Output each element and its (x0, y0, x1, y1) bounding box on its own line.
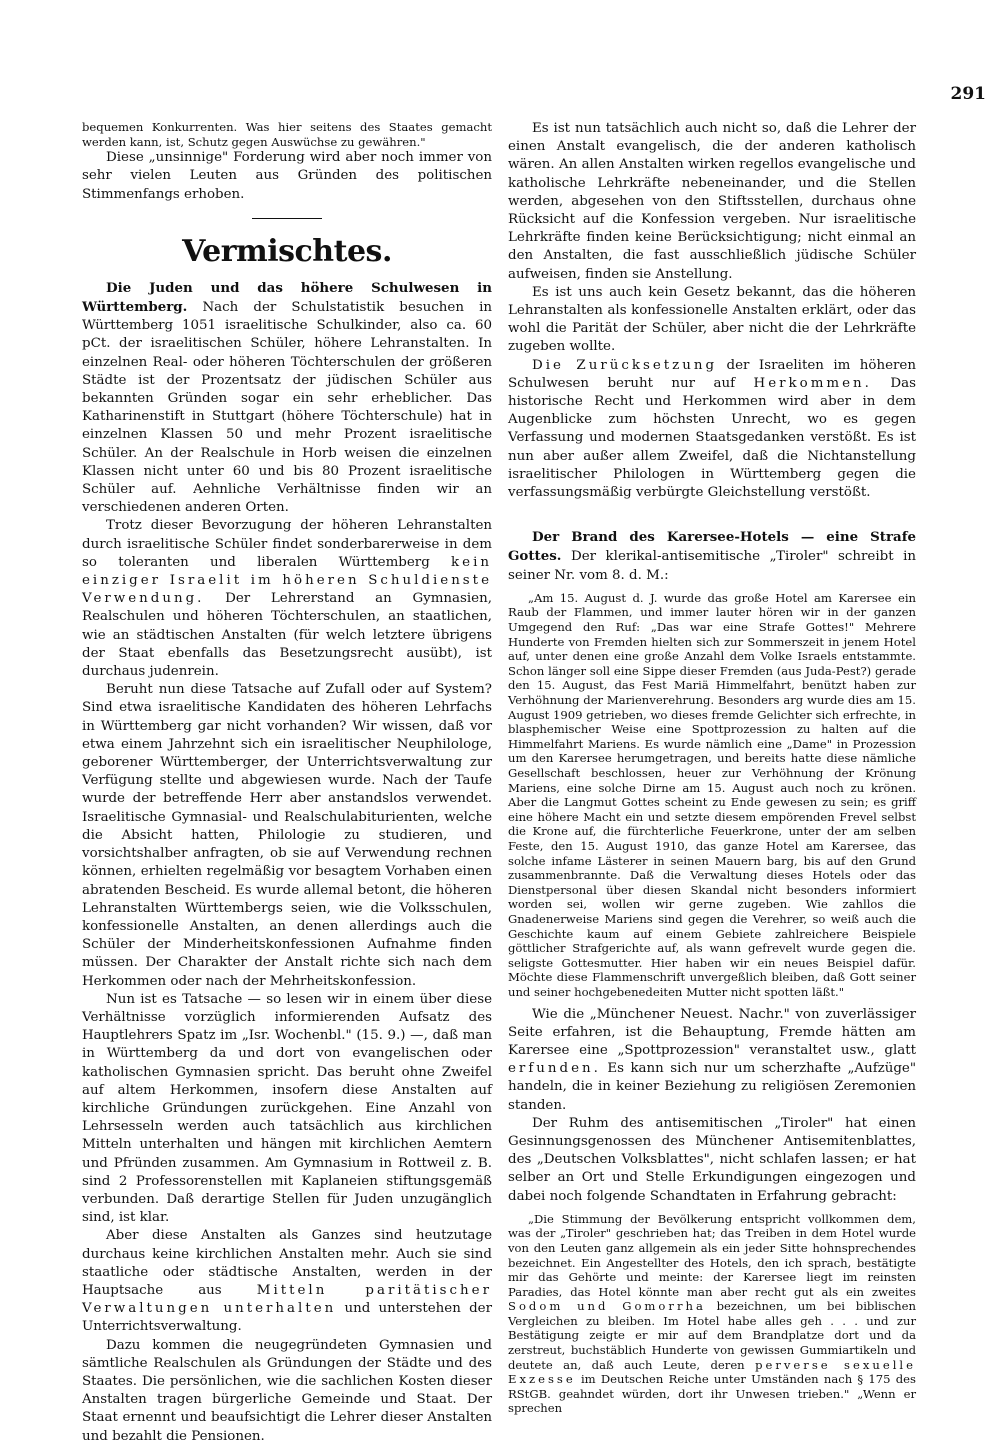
spaced-emphasis: erfunden. (508, 1061, 601, 1077)
quote-block (508, 1212, 916, 1416)
paragraph: bequemen Konkurrenten. Was hier seitens des Staates gemacht werden kann, ist, Schutz gegen Auswüchse zu gewähren." (82, 120, 492, 149)
paragraph: Die Zurücksetzung der Israeliten im höheren Schulwesen beruht nur auf Herkommen. Das historische Recht und Herkommen wird aber in dem Augenblicke zum höchsten Unrecht, wo es gegen Verfassung und modernen Staatsgedanken verstößt. Es ist nun aber außer allem Zweifel, daß die Nichtanstellung israelitischer Philologen in Württemberg gegen die verfassungsmäßig verbürgte Gleichstellung verstößt. (508, 357, 916, 501)
paragraph: Es ist uns auch kein Gesetz bekannt, das die höheren Lehranstalten als konfessionelle Anstalten erklärt, oder das wohl die Parität der Schüler, aber nicht die der Lehrkräfte zugeben wollte. (508, 284, 916, 355)
paragraph: Dazu kommen die neugegründeten Gymnasien und sämtliche Realschulen als Gründungen der Städte und des Staates. Die persönlichen, wie die sachlichen Kosten dieser Anstalten tragen bürgerliche Gemeinde und Staat. Der Staat ernennt und beaufsichtigt die Lehrer dieser Anstalten und bezahlt die Pensionen. (82, 1337, 492, 1444)
spaced-emphasis: perverse sexuelle Exzesse (508, 1357, 917, 1387)
left-column (82, 120, 492, 1446)
article-paragraph: Die Juden und das höhere Schulwesen in Württemberg. Nach der Schulstatistik besuchen in Württemberg 1051 israelitische Schulkinder, also ca. 60 pCt. der israelitischen Schüler, höhere Lehranstalten. In einzelnen Real- oder höheren Töchterschulen der größeren Städte ist der Prozentsatz der jüdischen Schüler aus bekannten Gründen sogar ein sehr erheblicher. Das Katharinenstift in Stuttgart (höhere Töchterschule) hat in einzelnen Klassen 50 und mehr Prozent israelitische Schüler. An der Realschule in Horb weisen die einzelnen Klassen nicht unter 60 und bis 80 Prozent israelitische Schüler auf. Aehnliche Verhältnisse finden wir an verschiedenen anderen Orten. (82, 279, 493, 516)
article-title: Der Brand des Karersee-Hotels — eine Strafe Gottes. (508, 529, 916, 565)
paragraph: Der Ruhm des antisemitischen „Tiroler" hat einen Gesinnungsgenossen des Münchener Antisemitenblattes, des „Deutschen Volksblattes", nicht schlafen lassen; er hat selber an Ort und Stelle Erkundigungen eingezogen und dabei noch folgende Schandtaten in Erfahrung gebracht: (508, 1115, 916, 1204)
spacer (508, 502, 916, 528)
quote-paragraph: „Die Stimmung der Bevölkerung entspricht vollkommen dem, was der „Tiroler" geschrieben hat; das Treiben in dem Hotel wurde von den Leuten ganz allgemein als ein jeder Sitte hohnsprechendes bezeichnet. Ein Angestellter des Hotels, den ich sprach, bestätigte mir das Gehörte und meinte: der Karersee liegt im reinsten Paradies, das Hotel könnte man aber recht gut als ein zweites Sodom und Gomorrha bezeichnen, um bei biblischen Vergleichen zu bleiben. Im Hotel habe alles geh . . . und zur Bestätigung zeigte er mir auf dem Brandplatze dort und da zerstreut, buchstäblich Hunderte von gewissen Gummiartikeln und deutete an, daß auch Leute, deren perverse sexuelle Exzesse im Deutschen Reiche unter Umständen nach § 175 des RStGB. geahndet würden, dort ihr Unwesen trieben." „Wenn er sprechen (508, 1211, 917, 1416)
paragraph: Trotz dieser Bevorzugung der höheren Lehranstalten durch israelitische Schüler findet sonderbarerweise in dem so toleranten und liberalen Württemberg kein einziger Israelit im höheren Schuldienste Verwendung. Der Lehrerstand an Gymnasien, Realschulen und höheren Töchterschulen, an staatlichen, wie an städtischen Anstalten (für welch letztere übrigens der Staat ebenfalls das Besetzungsrecht ausübt), ist durchaus judenrein. (82, 518, 492, 680)
paragraph: Diese „unsinnige" Forderung wird aber noch immer von sehr vielen Leuten aus Gründen des politischen Stimmenfangs erhoben. (82, 150, 492, 202)
section-heading: Vermischtes. (182, 233, 392, 269)
page-number: 291 (950, 84, 986, 104)
article-paragraph: Der Brand des Karersee-Hotels — eine Strafe Gottes. Der klerikal-antisemitische „Tiroler" schreibt in seiner Nr. vom 8. d. M.: (508, 529, 916, 583)
spaced-emphasis: Die Zurücksetzung (532, 357, 718, 373)
paragraph: Aber diese Anstalten als Ganzes sind heutzutage durchaus keine kirchlichen Anstalten mehr. Auch sie sind staatliche oder städtische Anstalten, werden in der Hauptsache aus Mitteln paritätischer Verwaltungen unterhalten und unterstehen der Unterrichtsverwaltung. (82, 1228, 492, 1335)
spaced-emphasis: kein einziger Israelit im höheren Schuldienste Verwendung. (82, 554, 492, 607)
article-title: Die Juden und das höhere Schulwesen in Württemberg. (82, 279, 492, 315)
quote-block (508, 591, 916, 1000)
spaced-emphasis: Mitteln paritätischer Verwaltungen unterhalten (82, 1282, 492, 1317)
spaced-emphasis: Herkommen. (753, 375, 872, 391)
paragraph: Wie die „Münchener Neuest. Nachr." von zuverlässiger Seite erfahren, ist die Behauptung, Fremde hätten am Karersee eine „Spottprozession" veranstaltet usw., glatt erfunden. Es kann sich nur um scherzhafte „Aufzüge" handeln, die in keiner Beziehung zu religiösen Zeremonien standen. (508, 1006, 916, 1113)
paragraph: Es ist nun tatsächlich auch nicht so, daß die Lehrer der einen Anstalt evangelisch, die der anderen katholisch wären. An allen Anstalten wirken regellos evangelische und katholische Lehrkräfte nebeneinander, und die Stellen werden, abgesehen von den Stiftsstellen, durchaus ohne Rücksicht auf die Konfession vergeben. Nur israelitische Lehrkräfte finden keine Berücksichtigung; nicht einmal an den Anstalten, die fast ausschließlich jüdische Schüler aufweisen, finden sie Anstellung. (508, 121, 916, 282)
paragraph: Nun ist es Tatsache — so lesen wir in einem über diese Verhältnisse vorzüglich informierenden Aufsatz des Hauptlehrers Spatz im „Isr. Wochenbl." (15. 9.) —, daß man in Württemberg da und dort von evangelischen oder katholischen Gymnasien spricht. Das beruht ohne Zweifel auf altem Herkommen, insofern diese Anstalten auf kirchliche Gründungen zurückgehen. Eine Anzahl von Lehrsesseln werden auch tatsächlich aus kirchlichen Mitteln unterhalten und hängen mit kirchlichen Aemtern und Pfründen zusammen. Am Gymnasium in Rottweil z. B. sind 2 Professorenstellen mit Kaplaneien stiftungsgemäß verbunden. Daß derartige Stellen für Juden unzugänglich sind, ist klar. (82, 991, 492, 1226)
spaced-emphasis: Sodom und Gomorrha (508, 1299, 706, 1314)
divider-rule (252, 218, 322, 219)
quote-paragraph: „Am 15. August d. J. wurde das große Hotel am Karersee ein Raub der Flammen, und immer lauter hören wir in der ganzen Umgegend den Ruf: „Das war eine Strafe Gottes!" Mehrere Hunderte von Fremden hielten sich zur Sommerszeit in jenem Hotel auf, unter denen eine große Anzahl dem Volke Israels entstammte. Schon länger soll eine Sippe dieser Fremden (aus Juda-Pest?) gerade den 15. August, das Fest Mariä Himmelfahrt, benützt haben zur Verhöhnung der Marienverehrung. Besonders arg wurde dies am 15. August 1909 getrieben, wo dieses fremde Gelichter sich erfrechte, in blasphemischer Weise eine Spottprozession zu halten auf die Himmelfahrt Mariens. Es wurde nämlich eine „Dame" in Prozession um den Karersee herumgetragen, und bereits hatte diese nämliche Gesellschaft beschlossen, heuer zur Verhöhnung der Krönung Mariens, eine solche Dirne am 15. August auch noch zu krönen. Aber die Langmut Gottes scheint zu Ende gewesen zu sein; es griff eine höhere Macht ein und setzte diesem empörenden Frevel selbst die Krone auf, die fürchterliche Feuerkrone, unter der am selben Feste, den 15. August 1910, das ganze Hotel am Karersee, das solche infame Lästerer in seinen Mauern barg, bis auf den Grund zusammenbrannte. Daß die Verwaltung dieses Hotels oder das Dienstpersonal über diesen Skandal nicht besonders informiert worden sei, wollen wir gerne zugeben. Wie zahllos die Gnadenerweise Mariens sind gegen die Verehrer, so weiß auch die Geschichte kaum auf einem Gebiete zahlreichere Beispiele göttlicher Strafgerichte auf, als wann gefrevelt wurde gegen die. seligste Gottesmutter. Hier haben wir ein neues Beispiel dafür. Möchte diese Flammenschrift unvergeßlich bleiben, daß Gott seiner und seiner hochgebenedeiten Mutter nicht spotten läßt." (508, 590, 916, 999)
paragraph: Beruht nun diese Tatsache auf Zufall oder auf System? Sind etwa israelitische Kandidaten des höheren Lehrfachs in Württemberg gar nicht vorhanden? Wir wissen, daß vor etwa einem Jahrzehnt sich ein israelitischer Neuphilologe, geborener Württemberger, der Unterrichtsverwaltung zur Verfügung stellte und abgewiesen wurde. Nach der Taufe wurde der betreffende Herr aber anstandslos verwendet. Israelitische Gymnasial- und Realschulabiturienten, welche die Absicht hatten, Philologie zu studieren, und vorsichtshalber anfragten, ob sie auf Verwendung rechnen können, erhielten regelmäßig vor besagtem Vorhaben einen abratenden Bescheid. Es wurde allemal betont, die höheren Lehranstalten Württembergs seien, wie die Volksschulen, konfessionelle Anstalten, an denen allerdings auch die Schüler der Minderheitskonfessionen Aufnahme finden müssen. Der Charakter der Anstalt richte sich nach dem Herkommen oder nach der Mehrheitskonfession. (82, 682, 492, 989)
right-column (508, 120, 916, 1416)
